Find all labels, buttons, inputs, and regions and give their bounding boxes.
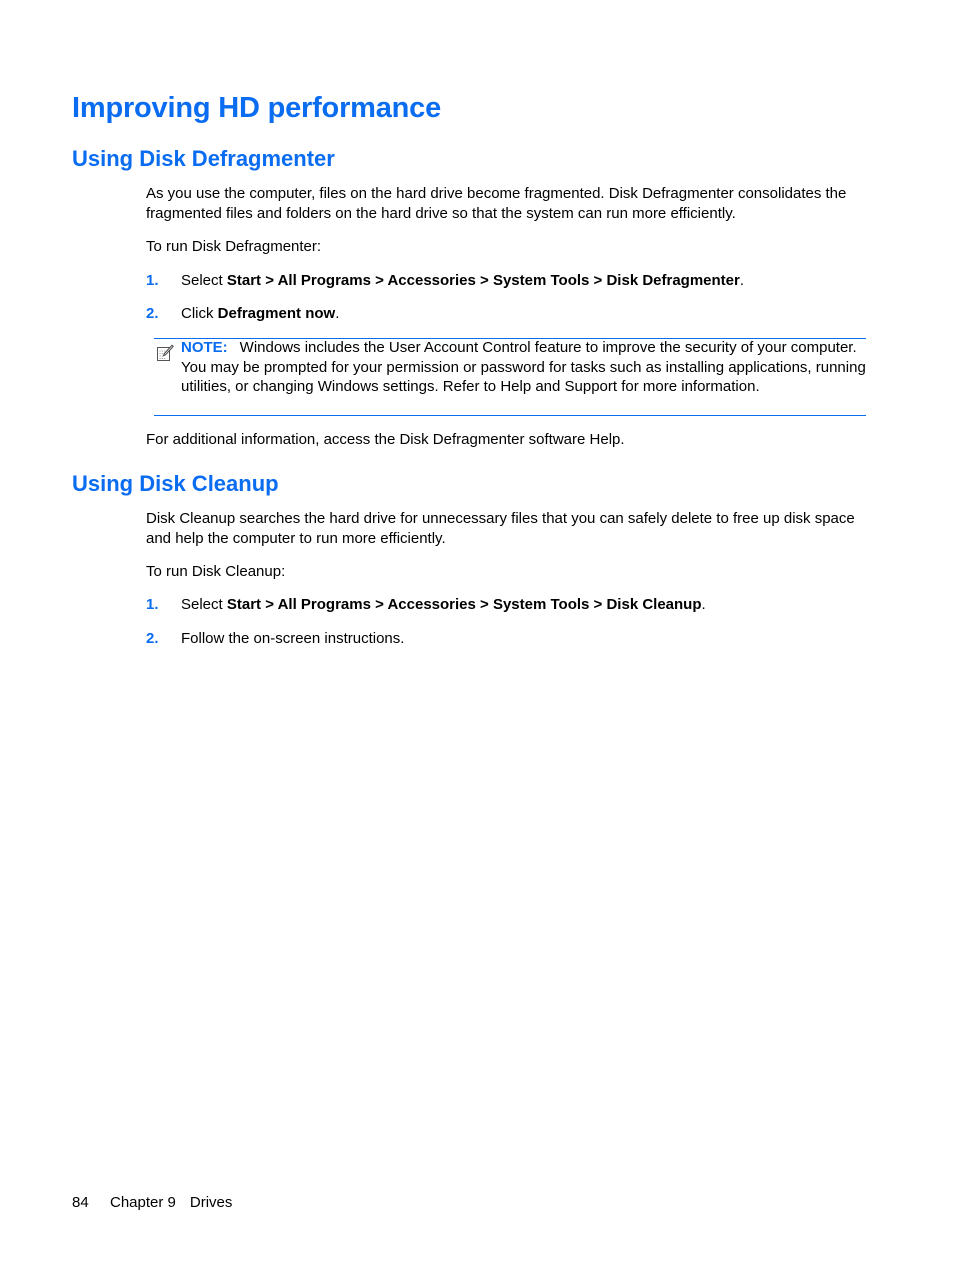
step-prefix: Select xyxy=(181,272,227,289)
page-footer xyxy=(72,1193,232,1212)
page-number: 84 xyxy=(72,1194,89,1211)
step-number: 2. xyxy=(146,630,159,647)
step-menu-path: Start > All Programs > Accessories > System Tools > Disk Defragmenter xyxy=(226,272,740,289)
step-text: Follow the on-screen instructions. xyxy=(181,630,405,647)
step-number: 2. xyxy=(146,305,159,322)
note-label: NOTE: xyxy=(181,339,228,356)
step-suffix: . xyxy=(739,272,745,289)
footer-chapter: Chapter 9 xyxy=(110,1194,176,1211)
defragmenter-help-paragraph: For additional information, access the Disk Defragmenter software Help. xyxy=(146,431,625,448)
step-suffix: . xyxy=(335,305,340,322)
section-heading-cleanup: Using Disk Cleanup xyxy=(72,471,279,496)
page-title: Improving HD performance xyxy=(72,92,442,124)
defragmenter-intro-paragraph: As you use the computer, files on the hard drive become fragmented. Disk Defragmenter consolidates the fragmented files and folders on the hard drive so that the system can run more efficiently. xyxy=(146,185,847,222)
note-pencil-icon xyxy=(156,344,174,362)
step-prefix: Click xyxy=(181,305,218,322)
step-number: 1. xyxy=(146,272,159,289)
note-text: Windows includes the User Account Control feature to improve the security of your computer. You may be prompted for your permission or password for tasks such as installing applications, running utilities, or changing Windows settings. Refer to Help and Support for more information. xyxy=(181,339,866,395)
step-menu-path: Start > All Programs > Accessories > System Tools > Disk Cleanup xyxy=(226,596,702,613)
step-text xyxy=(181,304,339,324)
section-heading-defragmenter: Using Disk Defragmenter xyxy=(72,146,335,171)
cleanup-lead-text: To run Disk Cleanup: xyxy=(146,563,286,580)
step-number: 1. xyxy=(146,596,159,613)
note-box xyxy=(154,338,866,416)
step-prefix: Select xyxy=(181,596,227,613)
footer-chapter-title: Drives xyxy=(189,1194,233,1211)
step-suffix: . xyxy=(701,596,706,613)
step-text xyxy=(181,595,706,615)
defragmenter-lead-text: To run Disk Defragmenter: xyxy=(146,238,322,255)
step-text xyxy=(181,271,744,291)
cleanup-intro-paragraph: Disk Cleanup searches the hard drive for unnecessary files that you can safely delete to free up disk space and help the computer to run more efficiently. xyxy=(146,510,855,547)
step-button-name: Defragment now xyxy=(217,305,336,322)
note-content xyxy=(181,338,867,397)
